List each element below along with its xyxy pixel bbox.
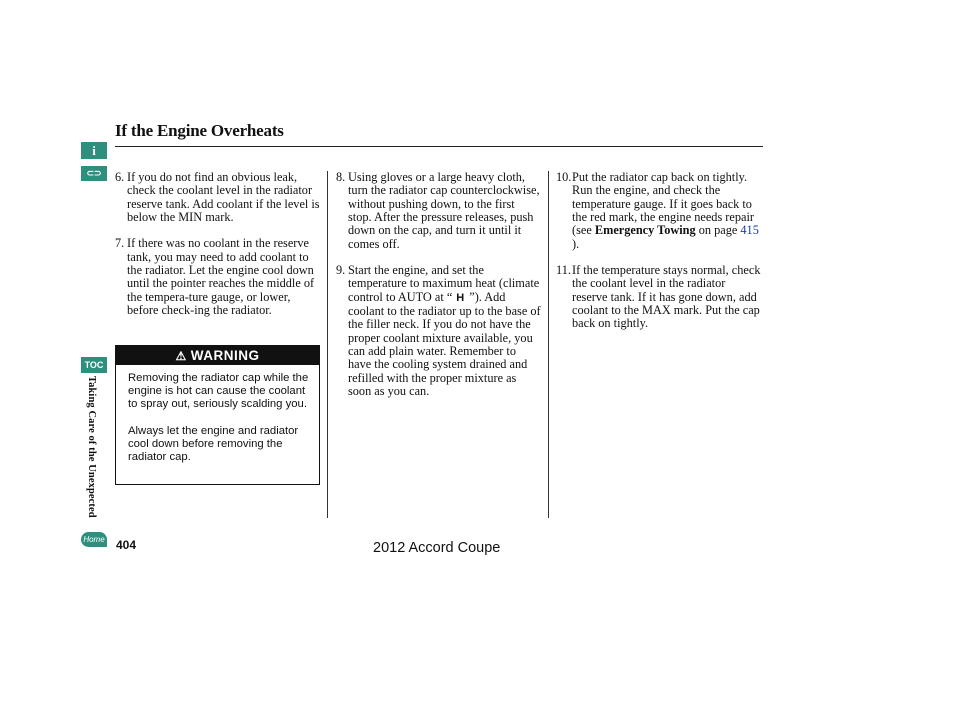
warning-header <box>116 346 319 365</box>
step-10 <box>556 171 761 251</box>
page-title: If the Engine Overheats <box>115 121 284 140</box>
step-number: 10. <box>556 170 572 184</box>
home-button[interactable]: Home <box>81 532 107 547</box>
step-number: 9. <box>336 263 346 278</box>
step-text-part: ). <box>572 236 580 251</box>
step-text <box>348 264 541 398</box>
step-text-part: Put the radiator cap back on tightly. Run the engine, and check the temperature gauge. If it goes back to the red mark, the engine needs repair (see <box>572 170 754 238</box>
step-number: 7. <box>115 236 125 251</box>
column-divider <box>548 171 549 518</box>
step-number: 11. <box>556 263 571 278</box>
section-tab[interactable] <box>84 376 98 526</box>
toc-button[interactable]: TOC <box>81 357 107 373</box>
step-7 <box>115 237 320 317</box>
warning-paragraph: Removing the radiator cap while the engine is hot can cause the coolant to spray out, seriously scalding you. <box>128 372 309 411</box>
car-icon[interactable]: ⊂⊃ <box>81 166 107 181</box>
column-3 <box>556 171 761 344</box>
heat-max-icon: H <box>456 291 466 304</box>
step-text: If the temperature stays normal, check the coolant level in the radiator reserve tank. If it has gone down, add coolant to the MAX mark. Put the cap back on tightly. <box>572 263 761 331</box>
step-text-part: on page <box>695 223 741 238</box>
column-divider <box>327 171 328 518</box>
warning-icon: ⚠ <box>175 348 187 363</box>
page-link[interactable]: 415 <box>740 223 759 238</box>
column-2 <box>336 171 541 412</box>
step-text <box>572 171 761 251</box>
step-number: 6. <box>115 170 125 184</box>
column-1 <box>115 171 320 330</box>
step-text: If there was no coolant in the reserve tank, you may need to add coolant to the radiator. Let the engine cool down until the pointer reaches the middle of the tempera-ture gauge, or lower, before check-ing the radiator. <box>127 236 315 318</box>
step-8 <box>336 171 541 251</box>
step-6 <box>115 171 320 224</box>
cross-reference-title: Emergency Towing <box>594 223 696 238</box>
warning-body <box>116 365 319 464</box>
warning-box <box>115 345 320 485</box>
step-text-part: Start the engine, and set the temperature to maximum heat (climate control to AUTO at “ <box>348 263 540 304</box>
warning-paragraph: Always let the engine and radiator cool down before removing the radiator cap. <box>128 424 299 464</box>
footer-title: 2012 Accord Coupe <box>373 540 501 556</box>
step-11 <box>556 264 761 331</box>
step-9 <box>336 264 541 398</box>
step-text-part: ”). Add coolant to the radiator up to the base of the filler neck. If you do not have the proper coolant mixture available, you can add plain water. Remember to have the cooling system drained and refilled with the proper mixture as soon as you can. <box>348 289 541 399</box>
title-divider <box>115 146 763 147</box>
info-icon[interactable]: i <box>81 142 107 159</box>
step-number: 8. <box>336 170 346 184</box>
step-text: If you do not find an obvious leak, check the coolant level in the radiator reserve tank. Add coolant if the level is below the MIN mark. <box>127 170 320 225</box>
warning-title: WARNING <box>190 348 260 363</box>
section-label: Taking Care of the Unexpected <box>86 376 97 518</box>
page-number: 404 <box>116 538 137 552</box>
step-text: Using gloves or a large heavy cloth, turn the radiator cap counterclockwise, without pushing down, to the first stop. After the pressure releases, push down on the cap, and turn it until it comes off. <box>348 170 540 251</box>
